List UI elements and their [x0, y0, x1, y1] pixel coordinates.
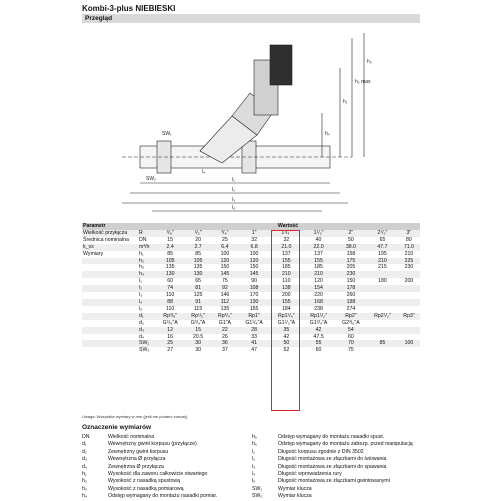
header-param: Parametr — [82, 223, 156, 230]
table-cell: Rp2" — [335, 313, 367, 320]
table-cell: 178 — [335, 285, 367, 292]
table-cell: 60 — [335, 334, 367, 341]
table-row — [82, 306, 420, 313]
header-value: Wartość — [156, 223, 420, 230]
legend-text: Wymiar klucza — [278, 493, 312, 500]
table-cell: 274 — [335, 306, 367, 313]
table-cell: 25 — [156, 340, 184, 347]
row-symbol: h₂ — [138, 258, 156, 265]
legend-text: Odstęp wymagany do montażu nasadki pomiar. — [108, 493, 218, 500]
table-header-row — [82, 223, 420, 230]
row-label — [82, 340, 138, 347]
table-cell: 20.5 — [184, 334, 212, 341]
table-cell: G1"A — [212, 320, 238, 327]
selected-column-highlight — [271, 230, 300, 411]
table-cell: 130 — [184, 271, 212, 278]
table-cell — [367, 299, 398, 306]
legend-item — [252, 456, 413, 463]
legend-item — [252, 464, 413, 471]
table-cell: 28 — [238, 327, 270, 334]
table-cell: 200 — [398, 278, 420, 285]
table-cell: 85 — [156, 251, 184, 258]
legend-title: Oznaczenie wymiarów — [82, 424, 151, 431]
table-cell: 70 — [335, 340, 367, 347]
table-row — [82, 320, 420, 327]
row-label — [82, 292, 138, 299]
row-label — [82, 320, 138, 327]
table-cell — [367, 292, 398, 299]
legend-symbol: d₁ — [82, 441, 87, 448]
legend-item — [82, 464, 217, 471]
table-cell: 38.0 — [335, 244, 367, 251]
table-cell: 110 — [156, 292, 184, 299]
table-cell: 85 — [367, 340, 398, 347]
table-cell: 205 — [335, 264, 367, 271]
table-cell: 100 — [238, 251, 270, 258]
table-row — [82, 271, 420, 278]
table-cell: 215 — [367, 264, 398, 271]
row-label — [82, 258, 138, 265]
legend-symbol: h₄ — [82, 493, 88, 500]
table-cell: Rp¹/₂" — [184, 313, 212, 320]
legend-item — [82, 478, 217, 485]
table-cell: 108 — [238, 285, 270, 292]
row-symbol: l₅ — [138, 306, 156, 313]
row-symbol: l₁ — [138, 278, 156, 285]
row-symbol: SW₂ — [138, 347, 156, 354]
legend-symbol: h₁ — [82, 471, 87, 478]
table-cell: 47.5 — [302, 334, 334, 341]
table-row — [82, 285, 420, 292]
table-cell: 210 — [302, 271, 334, 278]
legend-symbol: l₁ — [252, 448, 255, 455]
legend-item — [252, 486, 413, 493]
row-symbol: h₃ — [138, 264, 156, 271]
legend-symbol: SW₂ — [252, 493, 263, 500]
legend-text: Zewnętrzna Ø przyłącza — [108, 463, 164, 470]
row-label — [82, 327, 138, 334]
table-cell: 47 — [238, 347, 270, 354]
row-label — [82, 299, 138, 306]
table-cell: 105 — [156, 258, 184, 265]
table-cell: 137 — [302, 251, 334, 258]
table-cell: 12 — [156, 327, 184, 334]
table-cell: G1³/₄"A — [302, 320, 334, 327]
table-cell: 195 — [367, 251, 398, 258]
table-cell: 91 — [184, 299, 212, 306]
legend-text: Wewnętrzny gwint korpusu (przyłącze) — [108, 441, 197, 448]
table-cell: 135 — [212, 306, 238, 313]
legend-text: Zewnętrzny gwint korpusu — [108, 448, 169, 455]
table-cell: 55 — [302, 340, 334, 347]
legend-symbol: d₃ — [82, 456, 87, 463]
table-cell: 15 — [156, 237, 184, 244]
page-title: Kombi-3-plus NIEBIESKI — [82, 4, 176, 13]
table-cell: 158 — [335, 251, 367, 258]
row-symbol: h₁ — [138, 251, 156, 258]
table-cell: 110 — [156, 306, 184, 313]
legend-text: Odstęp wymagany do montażu zabezp. przed manipulacją — [278, 441, 413, 448]
table-cell — [367, 285, 398, 292]
table-cell: 125 — [184, 292, 212, 299]
label-h4: h₄ — [325, 131, 330, 137]
legend-text: Wymiar klucza — [278, 485, 312, 492]
row-symbol: d₁ — [138, 313, 156, 320]
table-cell: 1¹/₂" — [302, 230, 334, 237]
table-cell: 35 — [270, 327, 302, 334]
row-label — [82, 306, 138, 313]
parameter-table — [82, 223, 420, 354]
table-row — [82, 278, 420, 285]
legend-item — [82, 456, 217, 463]
label-l2: l₂ — [232, 187, 236, 193]
legend-text: Długość wprowadzenia rury — [278, 471, 342, 478]
table-cell: G2³/₈"A — [335, 320, 367, 327]
table-cell: G³/₄"A — [184, 320, 212, 327]
table-cell — [398, 327, 420, 334]
table-cell: 30 — [184, 340, 212, 347]
legend-text: Wysokość dla zaworu całkowicie otwartego — [108, 471, 208, 478]
row-label — [82, 334, 138, 341]
table-row — [82, 313, 420, 320]
table-cell: Rp1¹/₄" — [270, 313, 302, 320]
table-cell: Rp³/₈" — [156, 313, 184, 320]
row-label — [82, 278, 138, 285]
table-cell: 115 — [184, 306, 212, 313]
table-cell: 225 — [398, 258, 420, 265]
row-label — [82, 264, 138, 271]
table-cell: 238 — [302, 306, 334, 313]
legend-symbol: l₃ — [252, 463, 256, 470]
legend-symbol: d₂ — [82, 448, 87, 455]
legend-item — [82, 441, 217, 448]
table-cell: 150 — [335, 278, 367, 285]
row-symbol: d₂ — [138, 320, 156, 327]
table-cell — [367, 327, 398, 334]
table-row — [82, 237, 420, 244]
table-cell: 75 — [335, 347, 367, 354]
table-row — [82, 334, 420, 341]
legend-symbol: h₃ — [82, 485, 87, 492]
table-cell: 198 — [335, 299, 367, 306]
table-cell: 185 — [270, 264, 302, 271]
legend-item — [82, 434, 217, 441]
table-cell: 155 — [270, 258, 302, 265]
table-cell: 120 — [238, 258, 270, 265]
table-cell: 210 — [398, 251, 420, 258]
legend-symbol: l₂ — [252, 456, 256, 463]
table-cell: 75 — [212, 278, 238, 285]
table-cell: 137 — [270, 251, 302, 258]
row-label: Wymiary — [82, 251, 138, 258]
table-cell: 100 — [212, 251, 238, 258]
table-cell: 100 — [398, 340, 420, 347]
table-cell: 81 — [184, 285, 212, 292]
row-symbol: l₄ — [138, 299, 156, 306]
table-cell: 27 — [156, 347, 184, 354]
table-cell: 200 — [270, 292, 302, 299]
table-cell: 155 — [238, 306, 270, 313]
label-h3: h₃ — [367, 59, 372, 65]
table-cell: 3" — [398, 230, 420, 237]
table-cell — [367, 347, 398, 354]
table-cell: 92 — [212, 285, 238, 292]
table-cell: 36 — [212, 340, 238, 347]
table-cell: 145 — [212, 271, 238, 278]
table-cell: 41 — [238, 340, 270, 347]
table-row — [82, 251, 420, 258]
table-cell: 138 — [270, 285, 302, 292]
table-row — [82, 244, 420, 251]
table-cell: 32 — [270, 237, 302, 244]
legend-text: Długość montażowa ze złączkami do lutowania — [278, 456, 387, 463]
table-cell — [367, 320, 398, 327]
table-cell: Rp³/₄" — [212, 313, 238, 320]
table-cell: 210 — [367, 258, 398, 265]
table-cell: Rp3" — [398, 313, 420, 320]
table-cell: 74 — [156, 285, 184, 292]
table-cell — [367, 334, 398, 341]
table-cell — [367, 306, 398, 313]
row-symbol: DN — [138, 237, 156, 244]
legend-symbol: l₅ — [252, 478, 256, 485]
legend-text: Długość montażowa ze złączkami gwintowanymi — [278, 478, 390, 485]
table-cell: 71.0 — [398, 244, 420, 251]
table-cell: 184 — [270, 306, 302, 313]
table-row — [82, 230, 420, 237]
legend-text: Wysokość z nasadką spustową — [108, 478, 181, 485]
label-l4: l₄ — [202, 169, 206, 175]
legend-text: Wewnętrzna Ø przyłącza — [108, 456, 166, 463]
table-cell: Rp1" — [238, 313, 270, 320]
footnote: Uwaga: Wszystkie wymiary w mm (jeśli nie podano inaczej). — [82, 414, 189, 419]
legend-item — [252, 434, 413, 441]
table-cell: 88 — [156, 299, 184, 306]
table-cell — [398, 285, 420, 292]
table-cell: Rp2¹/₂" — [367, 313, 398, 320]
table-cell: 52 — [270, 347, 302, 354]
label-sw1: SW₁ — [162, 131, 172, 137]
table-cell: 26 — [212, 334, 238, 341]
table-cell: 16 — [156, 334, 184, 341]
table-cell — [398, 292, 420, 299]
table-cell: 145 — [238, 271, 270, 278]
table-row — [82, 292, 420, 299]
table-cell — [398, 320, 420, 327]
table-cell: G⁵/₈"A — [156, 320, 184, 327]
table-cell: 168 — [302, 299, 334, 306]
table-cell: ³/₈" — [156, 230, 184, 237]
table-cell: 230 — [398, 264, 420, 271]
row-label: k_vs — [82, 244, 138, 251]
table-cell: 47.7 — [367, 244, 398, 251]
table-cell — [398, 299, 420, 306]
legend-symbol: h₂ — [82, 478, 87, 485]
table-cell: 50 — [335, 237, 367, 244]
table-body — [82, 230, 420, 354]
table-cell: 25 — [212, 237, 238, 244]
table-cell: 2" — [335, 230, 367, 237]
table-cell: 15 — [184, 327, 212, 334]
row-symbol: d₄ — [138, 334, 156, 341]
row-label: Średnica nominalna — [82, 237, 138, 244]
row-label — [82, 285, 138, 292]
legend-item — [252, 449, 413, 456]
table-cell: 1¹/₄" — [270, 230, 302, 237]
table-cell: 150 — [212, 264, 238, 271]
legend-item — [252, 441, 413, 448]
table-cell: 170 — [238, 292, 270, 299]
table-cell: 32 — [238, 237, 270, 244]
legend-text: Odstęp wymagany do montażu nasadki spust. — [278, 434, 385, 440]
table-cell: 1" — [238, 230, 270, 237]
legend-symbol: h₅ — [252, 434, 257, 440]
table-cell — [398, 271, 420, 278]
table-cell: 54 — [335, 327, 367, 334]
table-cell: 220 — [302, 292, 334, 299]
table-cell: ¹/₂" — [184, 230, 212, 237]
table-cell: 2¹/₂" — [367, 230, 398, 237]
table-cell: ³/₄" — [212, 230, 238, 237]
table-cell: 105 — [184, 258, 212, 265]
top-knob — [270, 45, 292, 85]
legend-text: Wielkość nominalna — [108, 434, 155, 440]
table-cell: 65 — [184, 278, 212, 285]
table-cell: 112 — [212, 299, 238, 306]
table-cell: 60 — [302, 347, 334, 354]
row-symbol: l₃ — [138, 292, 156, 299]
valve-drawing-svg — [82, 23, 420, 220]
table-cell: 21.0 — [270, 244, 302, 251]
table-cell: 135 — [184, 264, 212, 271]
table-cell: 260 — [335, 292, 367, 299]
legend-symbol: SW₁ — [252, 485, 263, 492]
table-cell: 2.4 — [156, 244, 184, 251]
row-symbol: l₂ — [138, 285, 156, 292]
table-cell: G1¹/₂"A — [270, 320, 302, 327]
table-cell: 22 — [212, 327, 238, 334]
table-row — [82, 299, 420, 306]
table-row — [82, 327, 420, 334]
row-label — [82, 271, 138, 278]
label-h1: h₁ — [343, 99, 348, 105]
label-h2: h₂ max — [355, 79, 371, 85]
table-cell: 33 — [238, 334, 270, 341]
table-cell: 65 — [367, 237, 398, 244]
table-cell: 210 — [270, 271, 302, 278]
legend-item — [82, 471, 217, 478]
table-cell: 90 — [238, 278, 270, 285]
table-cell: 6.4 — [212, 244, 238, 251]
valve-technical-drawing — [82, 23, 420, 220]
table-cell: 135 — [156, 264, 184, 271]
table-cell — [367, 271, 398, 278]
table-cell: 30 — [184, 347, 212, 354]
table-cell: 155 — [302, 258, 334, 265]
table-cell: 20 — [184, 237, 212, 244]
legend-text: Wysokość z nasadką pomiarową — [108, 485, 184, 492]
table-cell: 120 — [212, 258, 238, 265]
table-cell: 40 — [302, 237, 334, 244]
table-cell: 185 — [302, 264, 334, 271]
table-cell — [398, 306, 420, 313]
legend-right-column — [252, 434, 413, 501]
table-cell: 22.0 — [302, 244, 334, 251]
legend-item — [82, 449, 217, 456]
table-cell: 120 — [302, 278, 334, 285]
row-label: Wielkość przyłącza — [82, 230, 138, 237]
table-cell: 80 — [398, 237, 420, 244]
table-row — [82, 264, 420, 271]
row-label — [82, 347, 138, 354]
table-cell: 146 — [212, 292, 238, 299]
legend-item — [252, 471, 413, 478]
table-cell: 175 — [335, 258, 367, 265]
row-symbol: h₄ — [138, 271, 156, 278]
legend-symbol: h₆ — [252, 441, 257, 448]
table-cell: 6.8 — [238, 244, 270, 251]
overview-label: Przegląd — [85, 15, 113, 22]
legend-left-column — [82, 434, 217, 501]
label-l3: l₃ — [232, 197, 236, 203]
label-sw2: SW₂ — [146, 176, 156, 182]
table-cell: 42 — [270, 334, 302, 341]
table-cell: 42 — [302, 327, 334, 334]
table-cell: 110 — [270, 278, 302, 285]
table-cell — [398, 347, 420, 354]
row-symbol: R — [138, 230, 156, 237]
table-cell: G1¹/₄"A — [238, 320, 270, 327]
row-symbol: SW₁ — [138, 340, 156, 347]
table-cell: 37 — [212, 347, 238, 354]
table-cell: 150 — [238, 264, 270, 271]
table-cell: 50 — [270, 340, 302, 347]
table-cell: Rp1¹/₂" — [302, 313, 334, 320]
legend-symbol: l₄ — [252, 471, 256, 478]
legend-text: Długość montażowa ze złączkami do spawania — [278, 463, 387, 470]
label-l1: l₁ — [232, 177, 235, 183]
legend-item — [252, 478, 413, 485]
overview-bar — [82, 14, 420, 23]
table-cell: 60 — [156, 278, 184, 285]
table-cell: 154 — [302, 285, 334, 292]
table-cell: 180 — [367, 278, 398, 285]
row-symbol: d₃ — [138, 327, 156, 334]
table-cell — [398, 334, 420, 341]
table-cell: 230 — [335, 271, 367, 278]
table-cell: 2.7 — [184, 244, 212, 251]
row-label — [82, 313, 138, 320]
table-cell: 85 — [184, 251, 212, 258]
row-symbol: m³/h — [138, 244, 156, 251]
table-row — [82, 347, 420, 354]
legend-symbol: DN — [82, 434, 90, 440]
label-l5: l₅ — [232, 205, 236, 211]
table-row — [82, 258, 420, 265]
legend-text: Długość korpusu zgodnie z DIN 3502 — [278, 448, 364, 455]
table-row — [82, 340, 420, 347]
legend-symbol: d₄ — [82, 463, 88, 470]
table-cell: 130 — [156, 271, 184, 278]
legend-item — [82, 486, 217, 493]
table-cell: 130 — [238, 299, 270, 306]
table-cell: 155 — [270, 299, 302, 306]
